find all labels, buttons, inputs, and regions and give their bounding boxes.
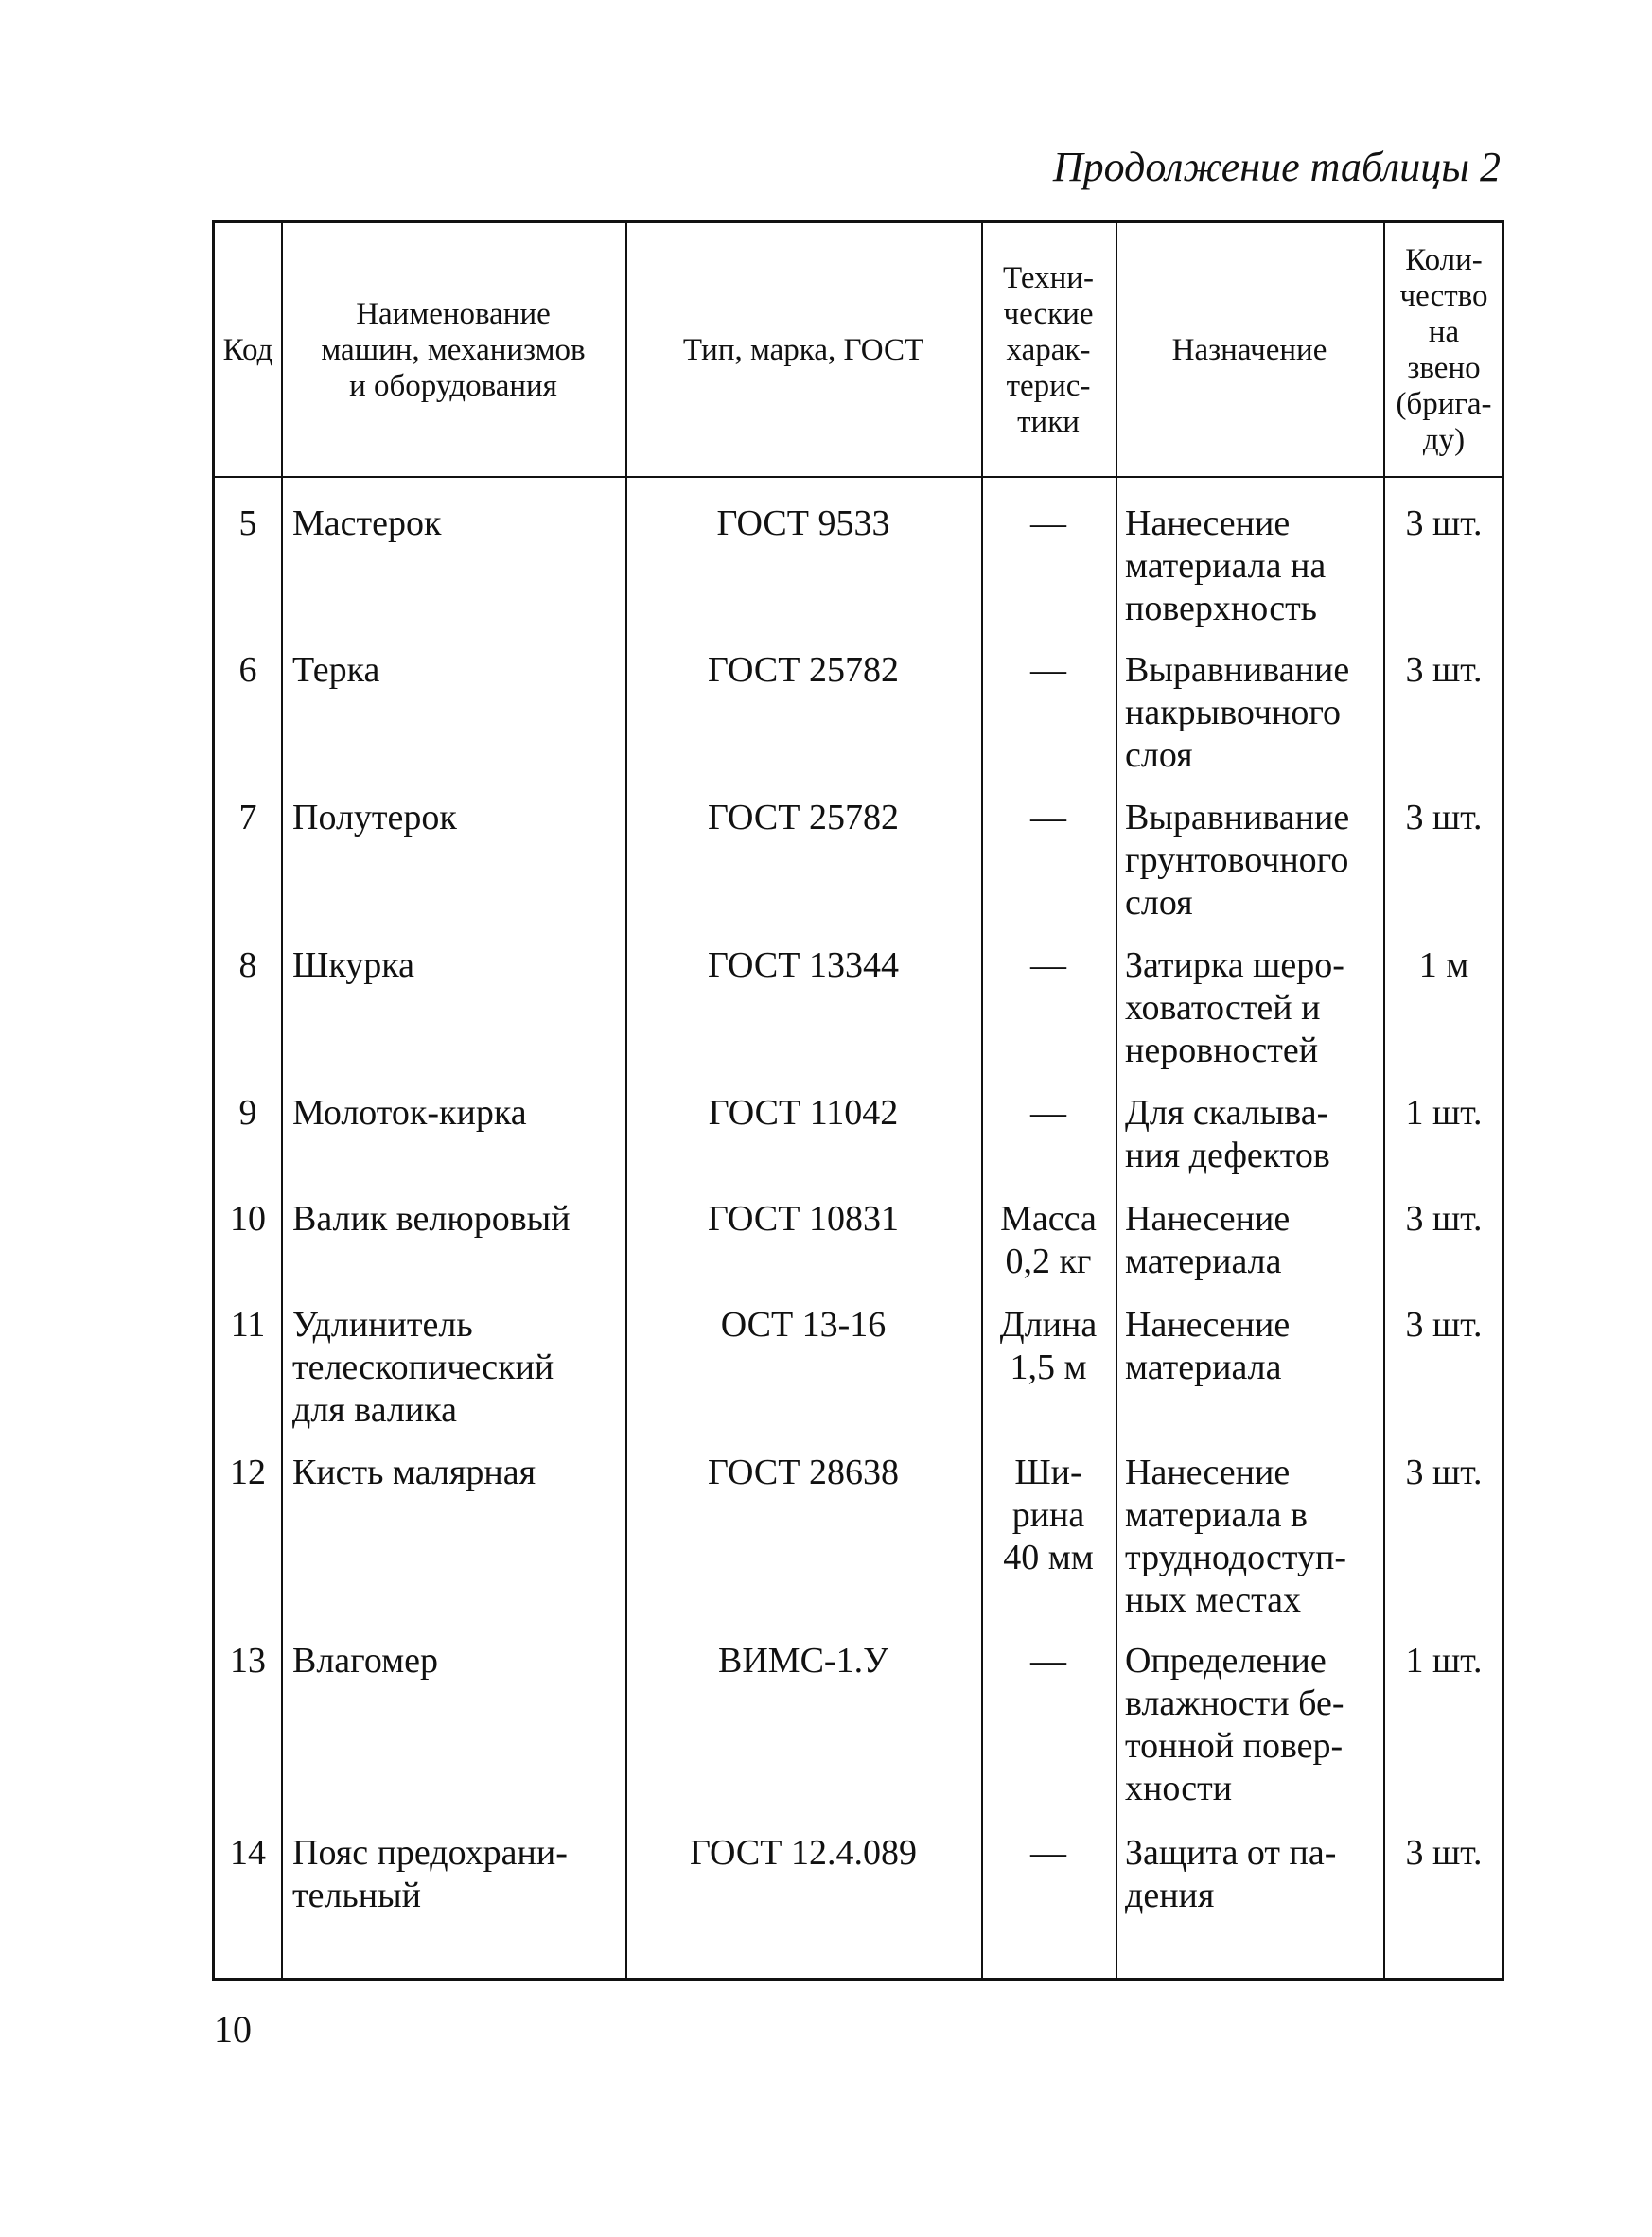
row-tech: Ши- рина 40 мм <box>1003 1453 1094 1577</box>
row-purpose: Нанесение материала на поверхность <box>1125 503 1327 628</box>
row-type: ГОСТ 9533 <box>716 503 890 543</box>
row-tech: — <box>1030 650 1066 690</box>
header-divider <box>215 476 1502 478</box>
row-qty: 1 шт. <box>1405 1641 1483 1681</box>
row-tech: Масса 0,2 кг <box>1000 1199 1097 1281</box>
row-code: 5 <box>238 503 257 543</box>
row-purpose: Нанесение материала <box>1125 1199 1291 1281</box>
row-tech: — <box>1030 1641 1066 1681</box>
row-qty: 1 шт. <box>1405 1093 1483 1133</box>
row-name: Влагомер <box>292 1641 439 1681</box>
row-type: ВИМС-1.У <box>718 1641 888 1681</box>
row-purpose: Нанесение материала в труднодоступ- ных местах <box>1125 1453 1346 1620</box>
row-purpose: Определение влажности бе- тонной повер- хности <box>1125 1641 1344 1808</box>
row-code: 14 <box>230 1833 266 1873</box>
row-name: Пояс предохрани- тельный <box>292 1833 568 1915</box>
header-code: Код <box>222 332 273 367</box>
row-type: ГОСТ 12.4.089 <box>690 1833 917 1873</box>
row-purpose: Выравнивание накрывочного слоя <box>1125 650 1350 775</box>
row-name: Валик велюровый <box>292 1199 571 1239</box>
row-type: ОСТ 13-16 <box>720 1305 887 1345</box>
row-tech: — <box>1030 503 1066 543</box>
row-type: ГОСТ 25782 <box>708 798 899 837</box>
row-qty: 1 м <box>1418 945 1469 985</box>
row-type: ГОСТ 11042 <box>708 1093 899 1133</box>
row-qty: 3 шт. <box>1405 503 1483 543</box>
row-name: Кисть малярная <box>292 1453 536 1492</box>
row-code: 8 <box>238 945 257 985</box>
row-qty: 3 шт. <box>1405 650 1483 690</box>
row-qty: 3 шт. <box>1405 1833 1483 1873</box>
row-qty: 3 шт. <box>1405 798 1483 837</box>
row-qty: 3 шт. <box>1405 1199 1483 1239</box>
row-code: 9 <box>238 1093 257 1133</box>
equipment-table <box>212 220 1504 1981</box>
row-purpose: Для скалыва- ния дефектов <box>1125 1093 1330 1175</box>
row-tech: — <box>1030 798 1066 837</box>
page-number: 10 <box>214 2008 252 2051</box>
header-purpose: Назначение <box>1171 332 1327 367</box>
row-code: 6 <box>238 650 257 690</box>
row-tech: — <box>1030 945 1066 985</box>
row-code: 11 <box>230 1305 266 1345</box>
row-type: ГОСТ 25782 <box>708 650 899 690</box>
row-tech: Длина 1,5 м <box>999 1305 1098 1387</box>
header-tech: Техни- ческие харак- терис- тики <box>1003 260 1094 439</box>
row-name: Молоток-кирка <box>292 1093 527 1133</box>
row-name: Удлинитель телескопический для валика <box>292 1305 554 1430</box>
header-type: Тип, марка, ГОСТ <box>682 332 924 367</box>
row-tech: — <box>1030 1833 1066 1873</box>
row-purpose: Выравнивание грунтовочного слоя <box>1125 798 1350 923</box>
row-code: 10 <box>230 1199 266 1239</box>
row-type: ГОСТ 10831 <box>708 1199 899 1239</box>
table-caption: Продолжение таблицы 2 <box>1052 144 1501 190</box>
row-purpose: Затирка шеро- ховатостей и неровностей <box>1125 945 1344 1070</box>
row-purpose: Защита от па- дения <box>1125 1833 1337 1915</box>
row-name: Шкурка <box>292 945 415 985</box>
row-qty: 3 шт. <box>1405 1305 1483 1345</box>
header-name: Наименование машин, механизмов и оборудования <box>321 296 586 403</box>
row-code: 7 <box>238 798 257 837</box>
row-qty: 3 шт. <box>1405 1453 1483 1492</box>
row-type: ГОСТ 13344 <box>708 945 899 985</box>
row-type: ГОСТ 28638 <box>708 1453 899 1492</box>
row-name: Мастерок <box>292 503 442 543</box>
header-qty: Коли- чество на звено (брига- ду) <box>1396 242 1492 457</box>
row-name: Терка <box>292 650 380 690</box>
row-code: 12 <box>230 1453 266 1492</box>
row-purpose: Нанесение материала <box>1125 1305 1291 1387</box>
row-name: Полутерок <box>292 798 457 837</box>
row-code: 13 <box>230 1641 266 1681</box>
row-tech: — <box>1030 1093 1066 1133</box>
